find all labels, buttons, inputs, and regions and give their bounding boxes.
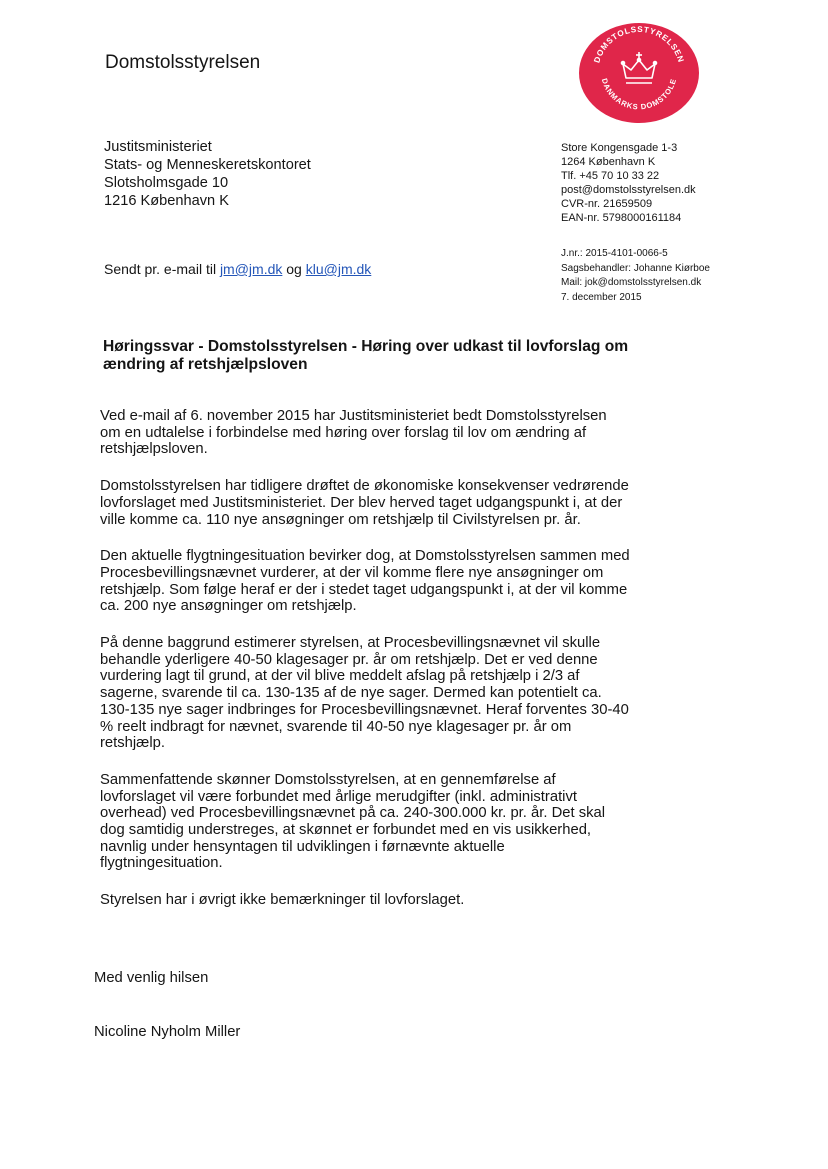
letter-date: 7. december 2015 (561, 291, 642, 303)
sender-line: EAN-nr. 5798000161184 (561, 212, 682, 224)
sent-prefix: Sendt pr. e-mail til (104, 261, 220, 277)
body-paragraph: Ved e-mail af 6. november 2015 har Justitsministeriet bedt Domstolsstyrelsen om en udtalelse i forbindelse med høring over forslag til lov om ændring af retshjælpsloven. (100, 408, 607, 458)
danish-courts-seal-logo (578, 22, 700, 124)
recipient-line: Justitsministeriet (104, 139, 212, 155)
sender-line: post@domstolsstyrelsen.dk (561, 184, 696, 196)
body-paragraph: Styrelsen har i øvrigt ikke bemærkninger til lovforslaget. (100, 892, 465, 909)
recipient-line: 1216 København K (104, 193, 229, 209)
case-number: J.nr.: 2015-4101-0066-5 (561, 248, 668, 259)
body-paragraph: På denne baggrund estimerer styrelsen, at Procesbevillingsnævnet vil skulle behandle yderligere 40-50 klagesager pr. år om retshjælp. Det er ved denne vurdering lagt til grund, at der vil blive meddelt afslag på retshjælp i 2/3 af sagerne, svarende til ca. 130-135 af de nye sager. Dermed kan potentielt ca. 130-135 nye sager indbringes for Procesbevillingsnævnet. Heraf forventes 30-40 % reelt indbragt for nævnet, svarende til 40-50 nye klagesager pr. år om retshjælp. (100, 635, 629, 752)
seal-bottom-text: DANMARKS DOMSTOLE (599, 77, 679, 112)
sender-line: 1264 København K (561, 156, 656, 168)
sender-line: CVR-nr. 21659509 (561, 198, 653, 210)
sender-line: Store Kongensgade 1-3 (561, 142, 678, 154)
recipient-line: Stats- og Menneskeretskontoret (104, 157, 311, 173)
closing-salutation: Med venlig hilsen (94, 970, 209, 986)
organization-name: Domstolsstyrelsen (105, 52, 261, 73)
seal-top-text: DOMSTOLSSTYRELSEN (592, 24, 686, 64)
case-handler: Sagsbehandler: Johanne Kiørboe (561, 262, 710, 274)
sent-by-email-line (104, 261, 371, 277)
sent-middle: og (282, 261, 306, 277)
email-link-jm[interactable]: jm@jm.dk (219, 261, 283, 277)
case-metadata (561, 247, 710, 305)
email-link-klu[interactable]: klu@jm.dk (305, 261, 372, 277)
sender-line: Tlf. +45 70 10 33 22 (561, 170, 660, 182)
letter-subject: Høringssvar - Domstolsstyrelsen - Høring over udkast til lovforslag om ændring af retshjælpsloven (103, 338, 629, 373)
body-paragraph: Domstolsstyrelsen har tidligere drøftet de økonomiske konsekvenser vedrørende lovforslaget med Justitsministeriet. Der blev herved taget udgangspunkt i, at der ville komme ca. 110 nye ansøgninger om retshjælp til Civilstyrelsen pr. år. (100, 478, 629, 528)
body-paragraph: Den aktuelle flygtningesituation bevirker dog, at Domstolsstyrelsen sammen med Procesbevillingsnævnet vurderer, at der vil komme flere nye ansøgninger om retshjælp. Som følge heraf er der i stedet taget udgangspunkt i, at der vil komme ca. 200 nye ansøgninger om retshjælp. (100, 548, 630, 615)
sender-contact-block (561, 141, 696, 225)
signer-name: Nicoline Nyholm Miller (94, 1024, 241, 1040)
case-mail: Mail: jok@domstolsstyrelsen.dk (561, 277, 702, 288)
body-paragraph: Sammenfattende skønner Domstolsstyrelsen, at en gennemførelse af lovforslaget vil være forbundet med årlige merudgifter (inkl. administrativt overhead) ved Procesbevillingsnævnet på ca. 240-300.000 kr. pr. år. Det skal dog samtidig understreges, at skønnet er forbundet med en vis usikkerhed, navnlig under hensyntagen til udviklingen i førnævnte aktuelle flygtningesituation. (100, 771, 606, 872)
recipient-address (104, 138, 311, 210)
recipient-line: Slotsholmsgade 10 (104, 175, 229, 191)
letter-body (100, 408, 630, 929)
